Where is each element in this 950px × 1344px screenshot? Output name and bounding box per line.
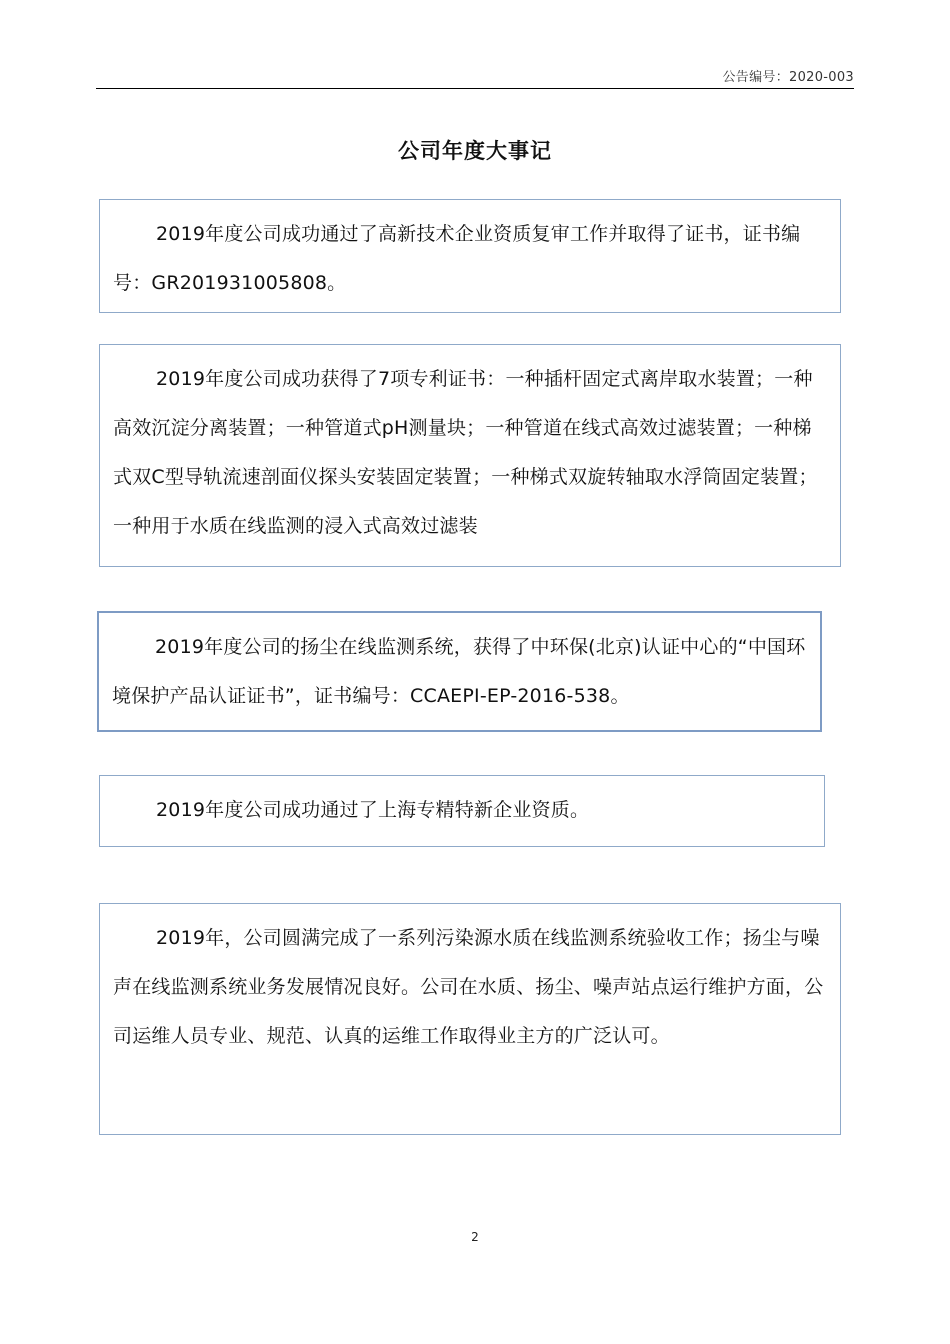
event-text: 2019年度公司成功获得了7项专利证书：一种插杆固定式离岸取水装置；一种高效沉淀分离装置；一种管道式pH测量块；一种管道在线式高效过滤装置；一种梯式双C型导轨流速剖面仪探头安装固定装置；一种梯式双旋转轴取水浮筒固定装置；一种用于水质在线监测的浸入式高效过滤装 xyxy=(113,368,818,537)
event-text: 2019年，公司圆满完成了一系列污染源水质在线监测系统验收工作；扬尘与噪声在线监测系统业务发展情况良好。公司在水质、扬尘、噪声站点运行维护方面，公司运维人员专业、规范、认真的运维工作取得业主方的广泛认可。 xyxy=(113,927,824,1047)
page-number: 2 xyxy=(471,1230,479,1244)
event-box-shanghai-specialized-enterprise xyxy=(99,775,825,847)
event-box-monitoring-acceptance xyxy=(99,903,841,1135)
event-box-patents xyxy=(99,344,841,567)
event-text: 2019年度公司成功通过了高新技术企业资质复审工作并取得了证书，证书编号：GR201931005808。 xyxy=(113,223,801,294)
page-title: 公司年度大事记 xyxy=(398,139,552,163)
event-box-high-tech-certification xyxy=(99,199,841,313)
event-text: 2019年度公司的扬尘在线监测系统，获得了中环保(北京)认证中心的“中国环境保护产品认证证书”，证书编号：CCAEPI-EP-2016-538。 xyxy=(112,636,806,707)
event-box-dust-monitoring-certificate xyxy=(97,611,822,732)
header-divider xyxy=(96,88,854,89)
announcement-number: 公告编号：2020-003 xyxy=(722,70,854,85)
event-text: 2019年度公司成功通过了上海专精特新企业资质。 xyxy=(156,799,590,821)
